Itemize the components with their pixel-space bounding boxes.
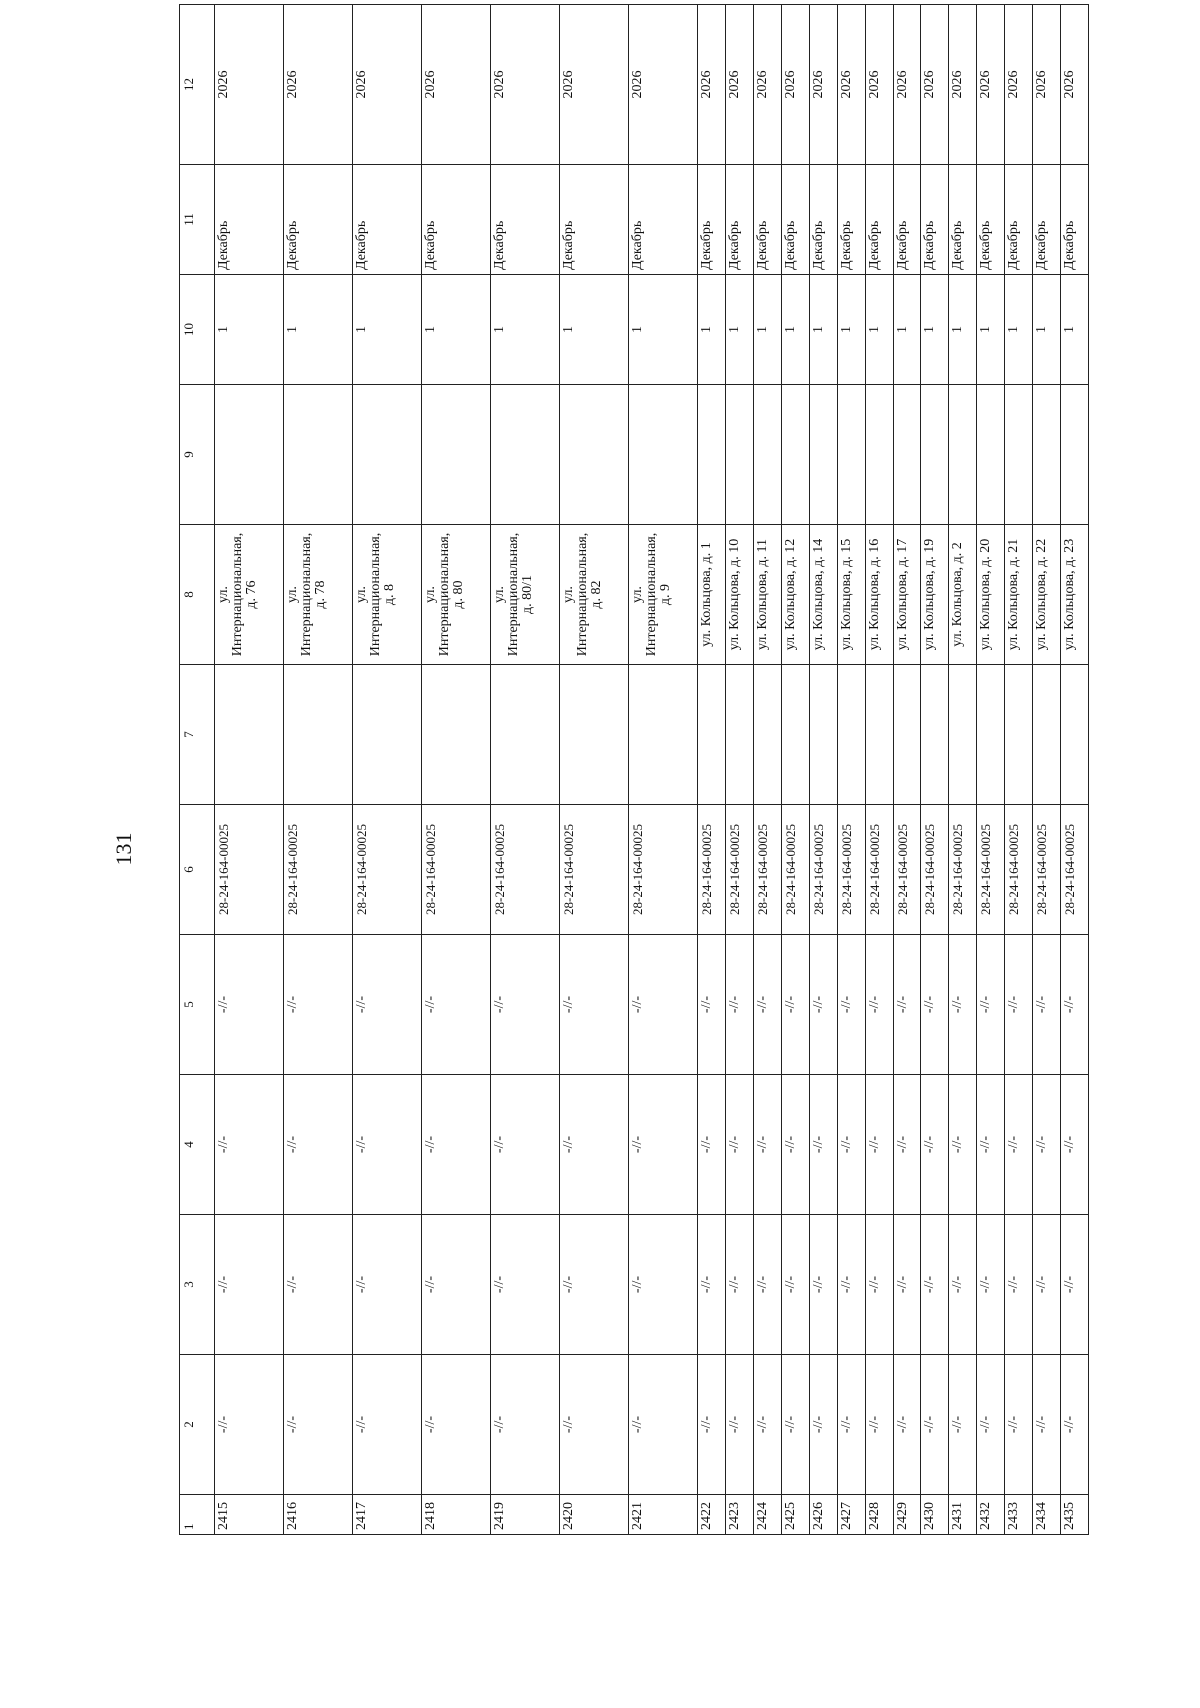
cell-ditto: -//- — [921, 1075, 949, 1215]
cell-empty — [921, 665, 949, 805]
cell-quantity: 1 — [865, 275, 893, 385]
cell-ditto: -//- — [754, 935, 782, 1075]
cell-year: 2026 — [726, 5, 754, 165]
cell-month: Декабрь — [284, 165, 353, 275]
cell-empty — [215, 665, 284, 805]
cell-month: Декабрь — [560, 165, 629, 275]
cell-month: Декабрь — [726, 165, 754, 275]
cell-ditto: -//- — [1061, 1075, 1089, 1215]
cell-month: Декабрь — [949, 165, 977, 275]
cell-empty — [837, 665, 865, 805]
cell-ditto: -//- — [726, 1355, 754, 1495]
cell-empty — [754, 665, 782, 805]
cell-address: ул. Интернациональная, д. 80/1 — [491, 525, 560, 665]
cell-month: Декабрь — [781, 165, 809, 275]
cell-empty — [949, 385, 977, 525]
cell-ditto: -//- — [809, 1215, 837, 1355]
cell-year: 2026 — [949, 5, 977, 165]
cell-number: 2419 — [491, 1495, 560, 1535]
cell-ditto: -//- — [1005, 1075, 1033, 1215]
cell-quantity: 1 — [837, 275, 865, 385]
cell-number: 2432 — [977, 1495, 1005, 1535]
cell-ditto: -//- — [781, 1215, 809, 1355]
cell-year: 2026 — [921, 5, 949, 165]
registry-table — [179, 4, 1089, 1535]
column-header: 11 — [180, 165, 215, 275]
cell-year: 2026 — [491, 5, 560, 165]
cell-year: 2026 — [215, 5, 284, 165]
cell-ditto: -//- — [1005, 1355, 1033, 1495]
column-header: 5 — [180, 935, 215, 1075]
cell-ditto: -//- — [949, 1075, 977, 1215]
cell-quantity: 1 — [215, 275, 284, 385]
cell-ditto: -//- — [809, 1075, 837, 1215]
cell-number: 2420 — [560, 1495, 629, 1535]
cell-number: 2427 — [837, 1495, 865, 1535]
cell-ditto: -//- — [422, 1215, 491, 1355]
cell-ditto: -//- — [837, 935, 865, 1075]
cell-ditto: -//- — [837, 1215, 865, 1355]
cell-ditto: -//- — [215, 1215, 284, 1355]
cell-empty — [353, 385, 422, 525]
cell-address: ул. Кольцова, д. 21 — [1005, 525, 1033, 665]
cell-ditto: -//- — [949, 1215, 977, 1355]
cell-address: ул. Кольцова, д. 1 — [698, 525, 726, 665]
cell-empty — [781, 385, 809, 525]
cell-empty — [353, 665, 422, 805]
cell-year: 2026 — [893, 5, 921, 165]
cell-ditto: -//- — [422, 1355, 491, 1495]
cell-number: 2415 — [215, 1495, 284, 1535]
cell-empty — [977, 385, 1005, 525]
cell-ditto: -//- — [949, 1355, 977, 1495]
cell-ditto: -//- — [754, 1075, 782, 1215]
cell-ditto: -//- — [215, 935, 284, 1075]
cell-ditto: -//- — [837, 1075, 865, 1215]
cell-ditto: -//- — [560, 1355, 629, 1495]
cell-quantity: 1 — [781, 275, 809, 385]
cell-empty — [865, 385, 893, 525]
cell-cadastral-code: 28-24-164-00025 — [422, 805, 491, 935]
cell-ditto: -//- — [560, 1075, 629, 1215]
cell-ditto: -//- — [422, 935, 491, 1075]
cell-cadastral-code: 28-24-164-00025 — [726, 805, 754, 935]
cell-ditto: -//- — [726, 935, 754, 1075]
cell-ditto: -//- — [629, 1215, 698, 1355]
cell-cadastral-code: 28-24-164-00025 — [1005, 805, 1033, 935]
table-row — [560, 5, 629, 1535]
cell-empty — [893, 385, 921, 525]
cell-ditto: -//- — [491, 1215, 560, 1355]
cell-cadastral-code: 28-24-164-00025 — [949, 805, 977, 935]
table-row — [809, 5, 837, 1535]
cell-ditto: -//- — [215, 1075, 284, 1215]
cell-empty — [809, 665, 837, 805]
page-number: 131 — [111, 832, 136, 866]
cell-month: Декабрь — [1061, 165, 1089, 275]
cell-empty — [1005, 385, 1033, 525]
table-row — [837, 5, 865, 1535]
cell-ditto: -//- — [865, 1355, 893, 1495]
cell-year: 2026 — [629, 5, 698, 165]
cell-quantity: 1 — [754, 275, 782, 385]
cell-number: 2423 — [726, 1495, 754, 1535]
cell-month: Декабрь — [629, 165, 698, 275]
cell-ditto: -//- — [977, 935, 1005, 1075]
table-row — [422, 5, 491, 1535]
cell-empty — [422, 385, 491, 525]
cell-year: 2026 — [809, 5, 837, 165]
cell-month: Декабрь — [921, 165, 949, 275]
cell-year: 2026 — [837, 5, 865, 165]
cell-cadastral-code: 28-24-164-00025 — [754, 805, 782, 935]
cell-ditto: -//- — [284, 935, 353, 1075]
cell-number: 2433 — [1005, 1495, 1033, 1535]
cell-empty — [754, 385, 782, 525]
cell-number: 2418 — [422, 1495, 491, 1535]
cell-month: Декабрь — [809, 165, 837, 275]
cell-ditto: -//- — [809, 935, 837, 1075]
cell-ditto: -//- — [491, 1075, 560, 1215]
cell-ditto: -//- — [977, 1215, 1005, 1355]
cell-empty — [629, 385, 698, 525]
cell-empty — [977, 665, 1005, 805]
cell-ditto: -//- — [781, 1075, 809, 1215]
column-header: 8 — [180, 525, 215, 665]
cell-empty — [1033, 385, 1061, 525]
cell-number: 2417 — [353, 1495, 422, 1535]
cell-address: ул. Кольцова, д. 10 — [726, 525, 754, 665]
column-header: 4 — [180, 1075, 215, 1215]
cell-ditto: -//- — [1061, 1355, 1089, 1495]
header-row — [180, 5, 215, 1535]
table-row — [284, 5, 353, 1535]
cell-month: Декабрь — [865, 165, 893, 275]
cell-month: Декабрь — [977, 165, 1005, 275]
cell-number: 2428 — [865, 1495, 893, 1535]
cell-empty — [1061, 665, 1089, 805]
cell-month: Декабрь — [422, 165, 491, 275]
cell-quantity: 1 — [560, 275, 629, 385]
cell-ditto: -//- — [284, 1075, 353, 1215]
cell-ditto: -//- — [726, 1075, 754, 1215]
cell-ditto: -//- — [865, 935, 893, 1075]
cell-cadastral-code: 28-24-164-00025 — [629, 805, 698, 935]
cell-year: 2026 — [698, 5, 726, 165]
cell-quantity: 1 — [809, 275, 837, 385]
cell-number: 2434 — [1033, 1495, 1061, 1535]
table-row — [754, 5, 782, 1535]
cell-ditto: -//- — [921, 1355, 949, 1495]
cell-month: Декабрь — [754, 165, 782, 275]
cell-quantity: 1 — [1005, 275, 1033, 385]
cell-ditto: -//- — [629, 1355, 698, 1495]
column-header: 9 — [180, 385, 215, 525]
table-row — [491, 5, 560, 1535]
rotated-table-wrapper — [179, 70, 1089, 1535]
cell-quantity: 1 — [893, 275, 921, 385]
cell-ditto: -//- — [560, 935, 629, 1075]
cell-ditto: -//- — [1005, 1215, 1033, 1355]
cell-number: 2421 — [629, 1495, 698, 1535]
cell-cadastral-code: 28-24-164-00025 — [284, 805, 353, 935]
cell-empty — [491, 385, 560, 525]
cell-month: Декабрь — [698, 165, 726, 275]
cell-empty — [491, 665, 560, 805]
cell-address: ул. Интернациональная, д. 9 — [629, 525, 698, 665]
cell-ditto: -//- — [698, 1355, 726, 1495]
cell-empty — [215, 385, 284, 525]
cell-quantity: 1 — [949, 275, 977, 385]
cell-year: 2026 — [284, 5, 353, 165]
cell-ditto: -//- — [284, 1215, 353, 1355]
cell-address: ул. Кольцова, д. 16 — [865, 525, 893, 665]
cell-ditto: -//- — [1061, 935, 1089, 1075]
cell-empty — [698, 385, 726, 525]
column-header: 6 — [180, 805, 215, 935]
cell-address: ул. Интернациональная, д. 80 — [422, 525, 491, 665]
column-header: 10 — [180, 275, 215, 385]
cell-quantity: 1 — [284, 275, 353, 385]
cell-address: ул. Интернациональная, д. 82 — [560, 525, 629, 665]
cell-empty — [837, 385, 865, 525]
cell-quantity: 1 — [726, 275, 754, 385]
cell-quantity: 1 — [977, 275, 1005, 385]
cell-cadastral-code: 28-24-164-00025 — [698, 805, 726, 935]
cell-ditto: -//- — [353, 1075, 422, 1215]
cell-ditto: -//- — [893, 1355, 921, 1495]
cell-year: 2026 — [1061, 5, 1089, 165]
cell-ditto: -//- — [629, 935, 698, 1075]
column-header: 7 — [180, 665, 215, 805]
cell-ditto: -//- — [726, 1215, 754, 1355]
cell-number: 2416 — [284, 1495, 353, 1535]
cell-year: 2026 — [1033, 5, 1061, 165]
cell-ditto: -//- — [1061, 1215, 1089, 1355]
table-row — [865, 5, 893, 1535]
cell-empty — [949, 665, 977, 805]
cell-address: ул. Кольцова, д. 23 — [1061, 525, 1089, 665]
column-header: 1 — [180, 1495, 215, 1535]
cell-ditto: -//- — [865, 1075, 893, 1215]
cell-year: 2026 — [865, 5, 893, 165]
cell-quantity: 1 — [422, 275, 491, 385]
cell-quantity: 1 — [629, 275, 698, 385]
cell-month: Декабрь — [893, 165, 921, 275]
cell-ditto: -//- — [837, 1355, 865, 1495]
cell-month: Декабрь — [1005, 165, 1033, 275]
cell-ditto: -//- — [629, 1075, 698, 1215]
cell-cadastral-code: 28-24-164-00025 — [977, 805, 1005, 935]
cell-ditto: -//- — [781, 935, 809, 1075]
cell-ditto: -//- — [893, 935, 921, 1075]
cell-address: ул. Кольцова, д. 19 — [921, 525, 949, 665]
table-row — [353, 5, 422, 1535]
cell-cadastral-code: 28-24-164-00025 — [491, 805, 560, 935]
column-header: 2 — [180, 1355, 215, 1495]
cell-cadastral-code: 28-24-164-00025 — [865, 805, 893, 935]
cell-ditto: -//- — [949, 935, 977, 1075]
cell-number: 2435 — [1061, 1495, 1089, 1535]
table-body — [215, 5, 1089, 1535]
cell-ditto: -//- — [1033, 1355, 1061, 1495]
cell-ditto: -//- — [698, 935, 726, 1075]
cell-year: 2026 — [977, 5, 1005, 165]
cell-ditto: -//- — [754, 1215, 782, 1355]
cell-cadastral-code: 28-24-164-00025 — [353, 805, 422, 935]
cell-ditto: -//- — [865, 1215, 893, 1355]
cell-cadastral-code: 28-24-164-00025 — [809, 805, 837, 935]
cell-cadastral-code: 28-24-164-00025 — [560, 805, 629, 935]
cell-empty — [893, 665, 921, 805]
cell-year: 2026 — [560, 5, 629, 165]
cell-ditto: -//- — [353, 935, 422, 1075]
table-row — [1005, 5, 1033, 1535]
cell-address: ул. Интернациональная, д. 8 — [353, 525, 422, 665]
cell-address: ул. Кольцова, д. 2 — [949, 525, 977, 665]
cell-year: 2026 — [1005, 5, 1033, 165]
cell-ditto: -//- — [893, 1215, 921, 1355]
cell-empty — [1061, 385, 1089, 525]
cell-empty — [629, 665, 698, 805]
table-row — [893, 5, 921, 1535]
cell-ditto: -//- — [893, 1075, 921, 1215]
column-header: 3 — [180, 1215, 215, 1355]
cell-address: ул. Интернациональная, д. 76 — [215, 525, 284, 665]
cell-empty — [422, 665, 491, 805]
cell-address: ул. Интернациональная, д. 78 — [284, 525, 353, 665]
cell-ditto: -//- — [491, 1355, 560, 1495]
cell-empty — [865, 665, 893, 805]
cell-ditto: -//- — [921, 935, 949, 1075]
cell-empty — [284, 665, 353, 805]
table-row — [949, 5, 977, 1535]
cell-number: 2422 — [698, 1495, 726, 1535]
cell-address: ул. Кольцова, д. 12 — [781, 525, 809, 665]
cell-address: ул. Кольцова, д. 14 — [809, 525, 837, 665]
cell-cadastral-code: 28-24-164-00025 — [921, 805, 949, 935]
cell-ditto: -//- — [754, 1355, 782, 1495]
cell-ditto: -//- — [491, 935, 560, 1075]
cell-number: 2431 — [949, 1495, 977, 1535]
cell-ditto: -//- — [977, 1075, 1005, 1215]
cell-month: Декабрь — [837, 165, 865, 275]
cell-ditto: -//- — [698, 1215, 726, 1355]
cell-month: Декабрь — [215, 165, 284, 275]
table-row — [1033, 5, 1061, 1535]
cell-month: Декабрь — [491, 165, 560, 275]
cell-address: ул. Кольцова, д. 15 — [837, 525, 865, 665]
table-row — [921, 5, 949, 1535]
cell-cadastral-code: 28-24-164-00025 — [1061, 805, 1089, 935]
cell-month: Декабрь — [353, 165, 422, 275]
cell-quantity: 1 — [491, 275, 560, 385]
cell-cadastral-code: 28-24-164-00025 — [215, 805, 284, 935]
cell-quantity: 1 — [921, 275, 949, 385]
cell-address: ул. Кольцова, д. 20 — [977, 525, 1005, 665]
cell-ditto: -//- — [353, 1355, 422, 1495]
cell-year: 2026 — [781, 5, 809, 165]
cell-number: 2426 — [809, 1495, 837, 1535]
cell-address: ул. Кольцова, д. 11 — [754, 525, 782, 665]
column-header: 12 — [180, 5, 215, 165]
cell-ditto: -//- — [422, 1075, 491, 1215]
cell-quantity: 1 — [1061, 275, 1089, 385]
cell-empty — [726, 385, 754, 525]
cell-address: ул. Кольцова, д. 17 — [893, 525, 921, 665]
cell-ditto: -//- — [698, 1075, 726, 1215]
cell-cadastral-code: 28-24-164-00025 — [1033, 805, 1061, 935]
cell-ditto: -//- — [781, 1355, 809, 1495]
cell-empty — [1005, 665, 1033, 805]
cell-year: 2026 — [422, 5, 491, 165]
table-row — [977, 5, 1005, 1535]
table-row — [726, 5, 754, 1535]
cell-year: 2026 — [754, 5, 782, 165]
cell-empty — [809, 385, 837, 525]
cell-quantity: 1 — [698, 275, 726, 385]
cell-number: 2425 — [781, 1495, 809, 1535]
cell-ditto: -//- — [215, 1355, 284, 1495]
cell-ditto: -//- — [1033, 1215, 1061, 1355]
table-row — [781, 5, 809, 1535]
cell-empty — [921, 385, 949, 525]
cell-cadastral-code: 28-24-164-00025 — [781, 805, 809, 935]
table-row — [698, 5, 726, 1535]
cell-ditto: -//- — [921, 1215, 949, 1355]
cell-quantity: 1 — [1033, 275, 1061, 385]
cell-year: 2026 — [353, 5, 422, 165]
cell-number: 2429 — [893, 1495, 921, 1535]
cell-ditto: -//- — [809, 1355, 837, 1495]
table-row — [629, 5, 698, 1535]
cell-ditto: -//- — [284, 1355, 353, 1495]
cell-cadastral-code: 28-24-164-00025 — [837, 805, 865, 935]
cell-ditto: -//- — [977, 1355, 1005, 1495]
cell-empty — [698, 665, 726, 805]
cell-number: 2424 — [754, 1495, 782, 1535]
table-row — [215, 5, 284, 1535]
cell-empty — [560, 665, 629, 805]
cell-ditto: -//- — [1033, 935, 1061, 1075]
cell-empty — [560, 385, 629, 525]
cell-address: ул. Кольцова, д. 22 — [1033, 525, 1061, 665]
cell-empty — [1033, 665, 1061, 805]
cell-quantity: 1 — [353, 275, 422, 385]
cell-month: Декабрь — [1033, 165, 1061, 275]
cell-empty — [284, 385, 353, 525]
cell-ditto: -//- — [353, 1215, 422, 1355]
cell-number: 2430 — [921, 1495, 949, 1535]
cell-empty — [781, 665, 809, 805]
cell-cadastral-code: 28-24-164-00025 — [893, 805, 921, 935]
cell-ditto: -//- — [560, 1215, 629, 1355]
cell-empty — [726, 665, 754, 805]
cell-ditto: -//- — [1005, 935, 1033, 1075]
cell-ditto: -//- — [1033, 1075, 1061, 1215]
table-row — [1061, 5, 1089, 1535]
